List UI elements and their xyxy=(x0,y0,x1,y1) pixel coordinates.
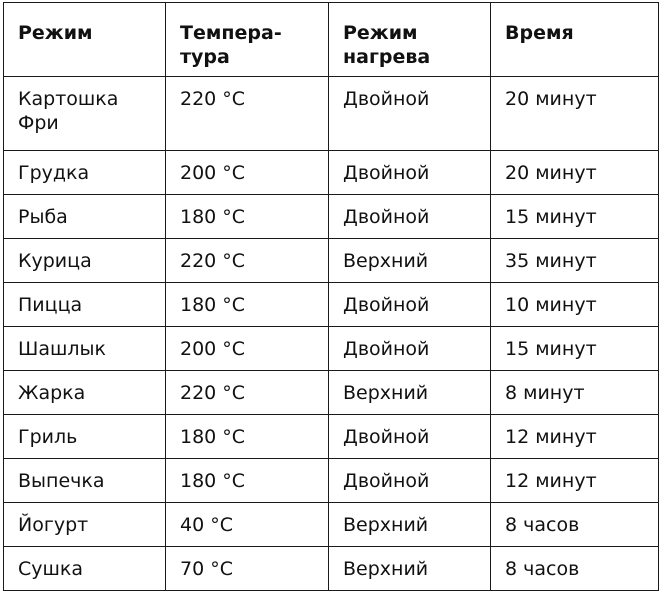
cell-heating-mode: Двойной xyxy=(329,195,491,239)
cell-time: 12 минут xyxy=(491,415,659,459)
cell-temperature: 180 °С xyxy=(166,283,329,327)
cell-temperature: 220 °С xyxy=(166,371,329,415)
table-row xyxy=(4,547,659,591)
cell-mode: Грудка xyxy=(4,151,166,195)
cell-time: 35 минут xyxy=(491,239,659,283)
table-row xyxy=(4,195,659,239)
table-row xyxy=(4,77,659,151)
table-row xyxy=(4,283,659,327)
cell-time: 8 часов xyxy=(491,503,659,547)
cell-temperature: 200 °С xyxy=(166,327,329,371)
cell-heating-mode: Двойной xyxy=(329,415,491,459)
header-mode: Режим xyxy=(4,3,166,77)
cell-heating-mode: Двойной xyxy=(329,151,491,195)
cell-temperature: 220 °С xyxy=(166,77,329,151)
cell-heating-mode: Двойной xyxy=(329,283,491,327)
cell-heating-mode: Верхний xyxy=(329,239,491,283)
cell-mode: Жарка xyxy=(4,371,166,415)
header-heating-mode: Режим нагрева xyxy=(329,3,491,77)
cell-mode: Шашлык xyxy=(4,327,166,371)
cell-temperature: 180 °С xyxy=(166,415,329,459)
cell-time: 10 минут xyxy=(491,283,659,327)
cell-time: 15 минут xyxy=(491,195,659,239)
cell-mode: Курица xyxy=(4,239,166,283)
header-temperature: Темпера- тура xyxy=(166,3,329,77)
cooking-modes-table xyxy=(3,2,659,591)
cell-heating-mode: Верхний xyxy=(329,547,491,591)
table-row xyxy=(4,415,659,459)
cell-mode: Рыба xyxy=(4,195,166,239)
table-row xyxy=(4,371,659,415)
cell-temperature: 70 °С xyxy=(166,547,329,591)
table-row xyxy=(4,151,659,195)
cell-time: 15 минут xyxy=(491,327,659,371)
cell-heating-mode: Верхний xyxy=(329,503,491,547)
cell-time: 20 минут xyxy=(491,151,659,195)
cell-mode: Картошка Фри xyxy=(4,77,166,151)
cell-heating-mode: Двойной xyxy=(329,327,491,371)
cell-temperature: 200 °С xyxy=(166,151,329,195)
table-row xyxy=(4,503,659,547)
cell-heating-mode: Двойной xyxy=(329,459,491,503)
cell-temperature: 180 °С xyxy=(166,195,329,239)
table-row xyxy=(4,239,659,283)
header-time: Время xyxy=(491,3,659,77)
cell-temperature: 220 °С xyxy=(166,239,329,283)
cell-mode: Выпечка xyxy=(4,459,166,503)
cell-time: 8 часов xyxy=(491,547,659,591)
cell-time: 12 минут xyxy=(491,459,659,503)
cell-mode: Пицца xyxy=(4,283,166,327)
cell-mode: Сушка xyxy=(4,547,166,591)
table-header-row xyxy=(4,3,659,77)
cell-temperature: 180 °С xyxy=(166,459,329,503)
cell-heating-mode: Верхний xyxy=(329,371,491,415)
cell-heating-mode: Двойной xyxy=(329,77,491,151)
cell-temperature: 40 °С xyxy=(166,503,329,547)
table-row xyxy=(4,327,659,371)
cell-mode: Гриль xyxy=(4,415,166,459)
cell-mode: Йогурт xyxy=(4,503,166,547)
cell-time: 8 минут xyxy=(491,371,659,415)
table-row xyxy=(4,459,659,503)
cell-time: 20 минут xyxy=(491,77,659,151)
